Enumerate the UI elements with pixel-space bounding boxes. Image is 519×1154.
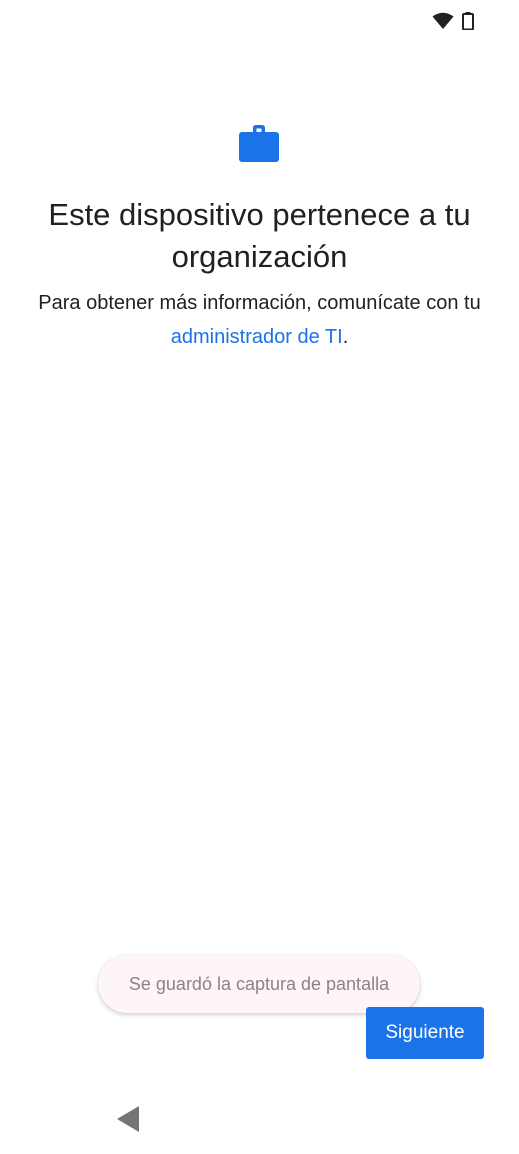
next-button[interactable]: Siguiente bbox=[366, 1007, 484, 1059]
wifi-icon bbox=[432, 12, 454, 30]
status-bar bbox=[0, 0, 519, 40]
page-subtitle bbox=[20, 286, 499, 354]
back-icon[interactable] bbox=[117, 1106, 139, 1132]
briefcase-icon bbox=[239, 124, 279, 162]
toast-text: Se guardó la captura de pantalla bbox=[128, 973, 390, 994]
battery-icon bbox=[462, 12, 474, 30]
it-admin-link[interactable]: administrador de TI bbox=[170, 326, 343, 348]
subtitle-suffix: . bbox=[342, 326, 349, 348]
page-title: Este dispositivo pertenece a tu organización bbox=[48, 197, 471, 274]
subtitle-text: Para obtener más información, comunícate con tu bbox=[38, 292, 481, 314]
screenshot-saved-toast bbox=[98, 955, 420, 1013]
